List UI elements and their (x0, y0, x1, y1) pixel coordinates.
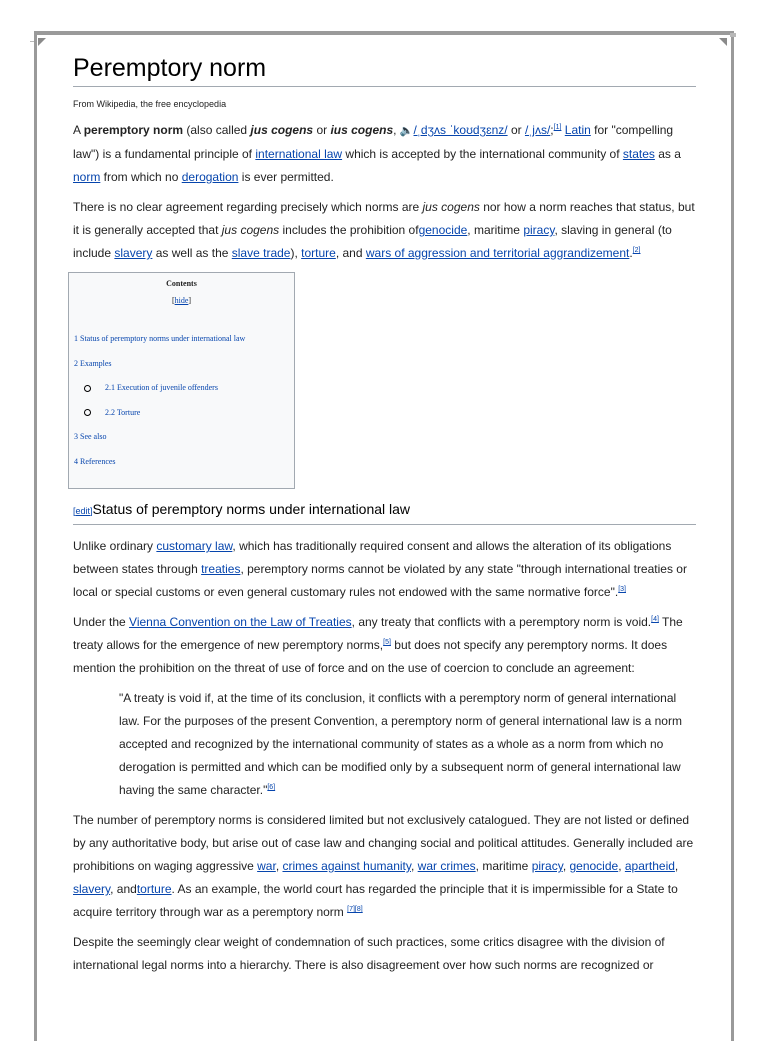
link-international-law[interactable]: international law (255, 147, 343, 161)
toc-hide-toggle: [hide] (171, 296, 192, 305)
circle-bullet-icon (84, 409, 91, 416)
toc-list (69, 333, 294, 480)
site-tagline: From Wikipedia, the free encyclopedia (73, 99, 227, 109)
link-derogation[interactable]: derogation (181, 170, 239, 184)
toc-title: Contents (166, 279, 197, 288)
term-jus-cogens: jus cogens (250, 123, 314, 137)
term-ius-cogens: ius cogens (330, 123, 394, 137)
link-apartheid[interactable]: apartheid (624, 859, 675, 873)
treaty-quote: "A treaty is void if, at the time of its conclusion, it conflicts with a peremptory norm of general international law. For the purposes of the present Convention, a peremptory norm of general international law is a norm accepted and recognized by the international community of states as a whole as a norm from which no derogation is permitted and which can be modified only by a subsequent norm of general international law having the same character."[6] (119, 691, 682, 797)
link-war[interactable]: war (257, 859, 276, 873)
edit-section-link[interactable]: [edit] (73, 506, 93, 516)
toc-item[interactable]: 2 Examples (74, 358, 112, 368)
toc-subitem[interactable]: 2.1 Execution of juvenile offenders (74, 382, 294, 407)
citation-5[interactable]: [5] (383, 639, 391, 646)
page-edge-tick (30, 41, 34, 42)
section-paragraph-2: Under the Vienna Convention on the Law of Treaties, any treaty that conflicts with a peremptory norm is void.[4] The treaty allows for the emergence of new peremptory norms,[5] but does not specify any peremptory norms. It does mention the prohibition on the threat of use of force and on the use of coercion to conclude an agreement: (73, 615, 683, 675)
link-customary-law[interactable]: customary law (156, 539, 233, 553)
link-crimes-against-humanity[interactable]: crimes against humanity (282, 859, 411, 873)
page-corner-top-right (719, 38, 727, 46)
link-piracy[interactable]: piracy (531, 859, 563, 873)
ipa-link-1[interactable]: /ˌdʒʌs ˈkoʊdʒɛnz/ (413, 123, 508, 137)
link-vienna-convention[interactable]: Vienna Convention on the Law of Treaties (129, 615, 352, 629)
ipa-link-2[interactable]: /ˌjʌs/ (524, 123, 551, 137)
article-content (73, 52, 696, 984)
toc-item[interactable]: 4 References (74, 456, 116, 466)
toc-item[interactable]: 3 See also (74, 432, 107, 441)
toc-subitem[interactable]: 2.2 Torture (74, 407, 294, 432)
page-corner-top-left (38, 38, 46, 46)
link-slavery[interactable]: slavery (73, 882, 111, 896)
citation-1[interactable]: [1] (553, 124, 562, 131)
link-slavery[interactable]: slavery (114, 246, 153, 260)
toc-hide-link[interactable]: hide (174, 296, 189, 305)
table-of-contents (68, 272, 295, 489)
page-title: Peremptory norm (73, 52, 696, 87)
intro-paragraph-1: A peremptory norm (also called jus cogens or ius cogens, 🔈/ˌdʒʌs ˈkoʊdʒɛnz/ or /ˌjʌs/;[1] Latin for "compelling law") is a fundamental principle of international law which is accepted by the international community of states as a norm from which no derogation is ever permitted. (73, 119, 696, 189)
link-states[interactable]: states (622, 147, 655, 161)
link-torture[interactable]: torture (136, 882, 172, 896)
link-piracy[interactable]: piracy (523, 223, 555, 237)
link-wars-of-aggression[interactable]: wars of aggression and territorial aggrandizement (365, 246, 630, 260)
link-torture[interactable]: torture (301, 246, 336, 260)
speaker-icon[interactable]: 🔈 (399, 125, 414, 137)
section-paragraph-4: Despite the seemingly clear weight of condemnation of such practices, some critics disagree with the division of international legal norms into a hierarchy. There is also disagreement over how such norms are recognized or (73, 935, 665, 972)
link-slave-trade[interactable]: slave trade (231, 246, 291, 260)
link-genocide[interactable]: genocide (418, 223, 468, 237)
term-bold: peremptory norm (83, 123, 184, 137)
section-paragraph-1: Unlike ordinary customary law, which has traditionally required consent and allows the alteration of its obligations between states through treaties, peremptory norms cannot be violated by any state "through international treaties or local or special customs or even general customary rules not endowed with the same normative force".[3] (73, 539, 687, 599)
intro-paragraph-2: There is no clear agreement regarding precisely which norms are jus cogens nor how a norm reaches that status, but it is generally accepted that jus cogens includes the prohibition ofgenocide, maritime piracy, slaving in general (to include slavery as well as the slave trade), torture, and wars of aggression and territorial aggrandizement.[2] (73, 200, 695, 260)
section-paragraph-3: The number of peremptory norms is considered limited but not exclusively catalogued. They are not listed or defined by any authoritative body, but arise out of case law and changing social and political attitudes. Generally included are prohibitions on waging aggressive war, crimes against humanity, war crimes, maritime piracy, genocide, apartheid, slavery, andtorture. As an example, the world court has regarded the principle that it is impermissible for a State to acquire territory through war as a peremptory norm [7][8] (73, 813, 694, 919)
citation-3[interactable]: [3] (618, 586, 626, 593)
citation-4[interactable]: [4] (651, 616, 659, 623)
circle-bullet-icon (84, 385, 91, 392)
citation-2[interactable]: [2] (632, 247, 641, 254)
link-treaties[interactable]: treaties (201, 562, 241, 576)
citation-6[interactable]: [6] (267, 784, 276, 791)
link-norm[interactable]: norm (73, 170, 101, 184)
link-genocide[interactable]: genocide (569, 859, 619, 873)
page-edge-tick (730, 33, 736, 37)
link-latin[interactable]: Latin (564, 123, 591, 137)
section-heading-status: [edit]Status of peremptory norms under international law (73, 499, 696, 525)
link-war-crimes[interactable]: war crimes (417, 859, 476, 873)
citation-7-8[interactable]: [7][8] (347, 906, 363, 913)
toc-item[interactable]: 1 Status of peremptory norms under international law (74, 334, 246, 343)
